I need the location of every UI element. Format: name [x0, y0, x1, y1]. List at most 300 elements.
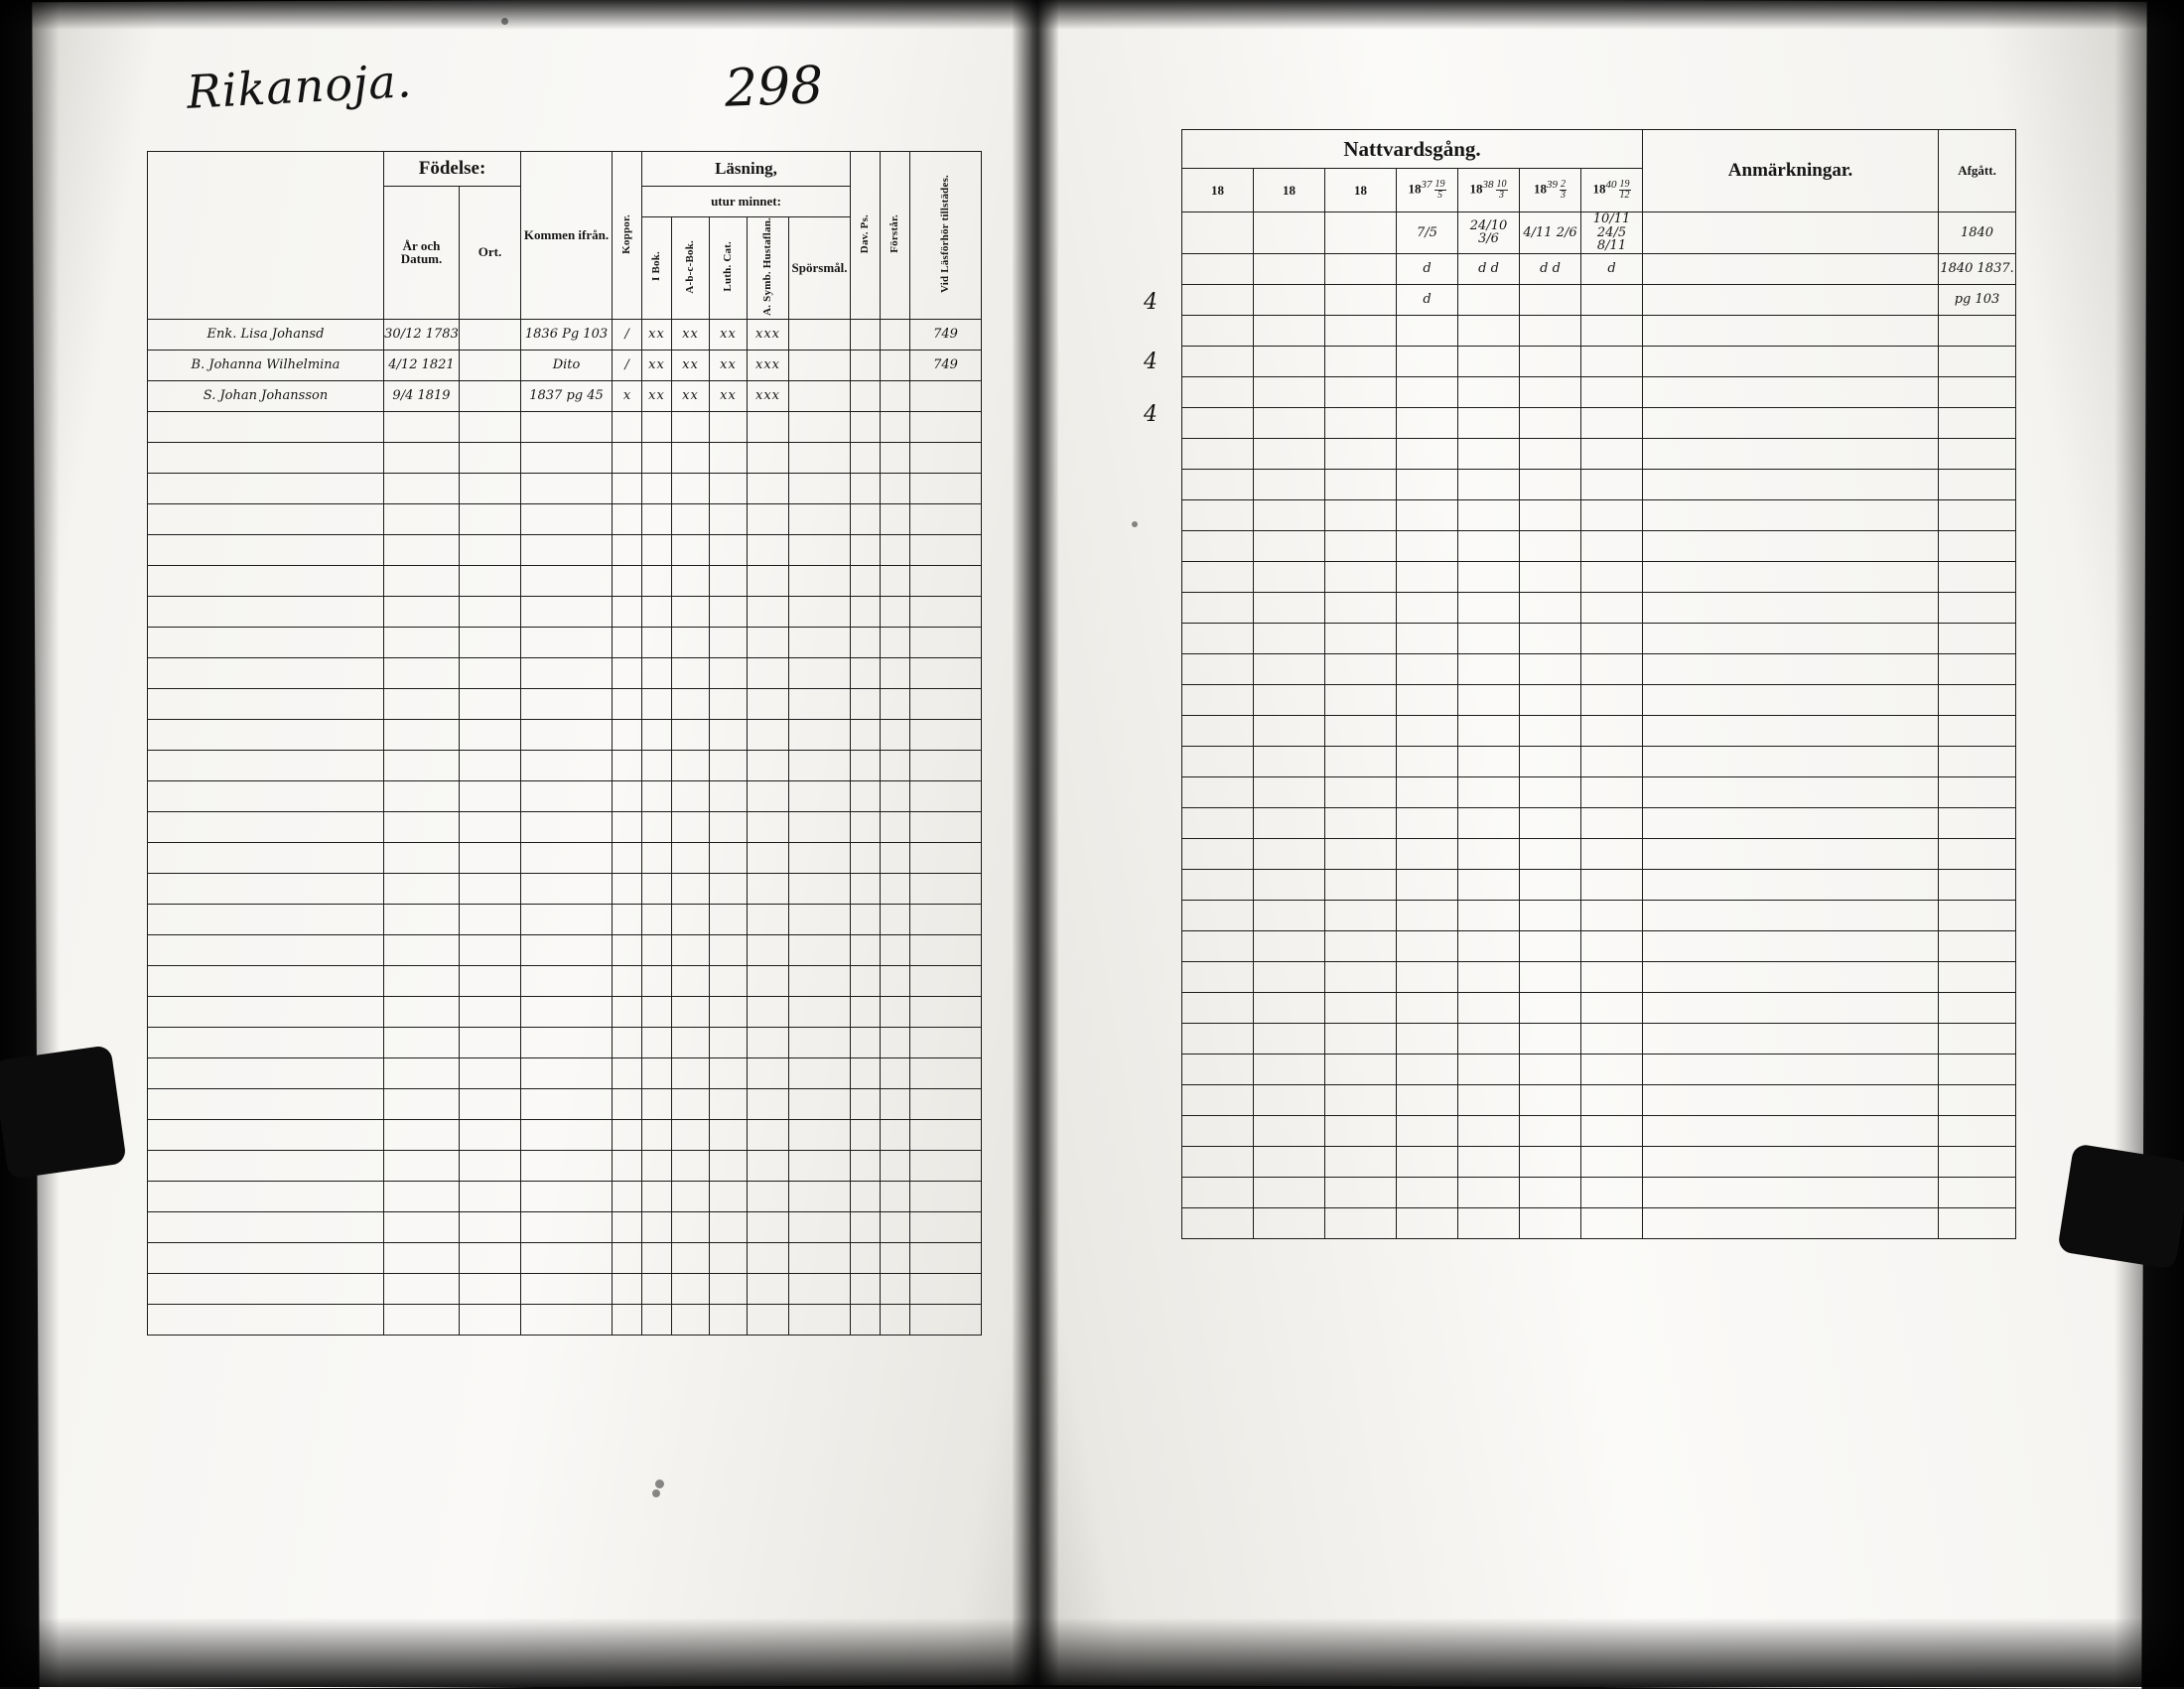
cell-empty [672, 934, 710, 965]
cell-empty [1254, 746, 1325, 776]
cell-empty [384, 1211, 460, 1242]
cell-empty [1939, 1146, 2016, 1177]
cell-empty [672, 1150, 710, 1181]
cell-empty [710, 1150, 748, 1181]
cell-empty [1254, 838, 1325, 869]
cell-empty [1182, 438, 1254, 469]
cell-empty [1254, 561, 1325, 592]
cell-empty [1939, 807, 2016, 838]
cell-empty [642, 534, 672, 565]
cell-empty [460, 1273, 521, 1304]
cell-empty [1397, 715, 1458, 746]
cell-empty [1581, 900, 1643, 930]
cell-empty [1254, 315, 1325, 346]
cell-koppor: x [613, 380, 642, 411]
cell-empty [910, 1273, 982, 1304]
cell-empty [881, 442, 910, 473]
cell-empty [460, 442, 521, 473]
cell-nattvardsgang-5: 24/10 3/6 [1458, 212, 1520, 254]
table-row-empty [148, 1027, 982, 1057]
cell-empty [851, 1304, 881, 1335]
table-row-empty [1182, 776, 2016, 807]
cell-empty [851, 596, 881, 627]
cell-empty [1939, 869, 2016, 900]
right-row-marker-3: 4 [1144, 402, 1158, 427]
cell-empty [672, 873, 710, 904]
cell-empty [613, 996, 642, 1027]
cell-empty [613, 442, 642, 473]
cell-empty [1581, 561, 1643, 592]
col-header-fodelse: Födelse: [384, 152, 521, 187]
cell-empty [460, 1057, 521, 1088]
cell-empty [613, 1181, 642, 1211]
cell-sporsmal: xxx [748, 319, 789, 350]
table-row-empty [148, 1150, 982, 1181]
cell-empty [910, 565, 982, 596]
table-row-empty [148, 1119, 982, 1150]
cell-empty [1254, 715, 1325, 746]
cell-empty [910, 811, 982, 842]
cell-empty [384, 596, 460, 627]
cell-empty [1520, 346, 1581, 376]
cell-empty [1325, 407, 1397, 438]
cell-nattvardsgang-1 [1182, 284, 1254, 315]
cell-empty [710, 1057, 748, 1088]
cell-empty [384, 1181, 460, 1211]
cell-empty [672, 842, 710, 873]
cell-empty [1397, 376, 1458, 407]
cell-empty [910, 1242, 982, 1273]
cell-empty [384, 473, 460, 503]
table-row-empty [1182, 1054, 2016, 1084]
cell-empty [384, 1027, 460, 1057]
table-row-empty [1182, 561, 2016, 592]
cell-forstar [881, 350, 910, 380]
cell-empty [460, 1211, 521, 1242]
cell-empty [672, 442, 710, 473]
table-row-empty [148, 719, 982, 750]
left-register-table [147, 151, 982, 1336]
cell-empty [710, 411, 748, 442]
cell-forstar [881, 380, 910, 411]
cell-empty [910, 534, 982, 565]
cell-empty [642, 842, 672, 873]
cell-empty [1182, 930, 1254, 961]
cell-empty [1520, 1115, 1581, 1146]
cell-afgatt: pg 103 [1939, 284, 2016, 315]
cell-empty [910, 688, 982, 719]
table-row [1182, 212, 2016, 254]
cell-empty [1325, 1146, 1397, 1177]
col-header-luth-cat: Luth. Cat. [710, 217, 748, 320]
cell-empty [789, 873, 851, 904]
cell-empty [1939, 561, 2016, 592]
cell-empty [1643, 961, 1939, 992]
cell-empty [1397, 1023, 1458, 1054]
cell-empty [1182, 561, 1254, 592]
cell-empty [1581, 1177, 1643, 1207]
cell-empty [613, 965, 642, 996]
cell-nattvardsgang-5: d d [1458, 253, 1520, 284]
table-row-empty [148, 411, 982, 442]
cell-empty [521, 688, 613, 719]
cell-empty [672, 1242, 710, 1273]
cell-empty [1182, 1115, 1254, 1146]
cell-empty [148, 688, 384, 719]
cell-empty [1182, 592, 1254, 623]
cell-kommen-ifran: 1837 pg 45 [521, 380, 613, 411]
table-row-empty [1182, 530, 2016, 561]
cell-empty [1458, 623, 1520, 653]
cell-empty [1581, 776, 1643, 807]
cell-empty [1581, 1084, 1643, 1115]
table-row-empty [1182, 653, 2016, 684]
cell-empty [748, 1088, 789, 1119]
col-header-abc-bok: A-b-c-Bok. [672, 217, 710, 320]
cell-nattvardsgang-2 [1254, 253, 1325, 284]
cell-empty [851, 657, 881, 688]
cell-empty [1254, 807, 1325, 838]
cell-empty [1254, 623, 1325, 653]
cell-empty [672, 627, 710, 657]
folio-number: 298 [723, 56, 825, 119]
col-header-year-6: $18^{39}$ $\frac{2}{3}$ [1520, 169, 1581, 212]
cell-empty [748, 1242, 789, 1273]
cell-empty [1397, 869, 1458, 900]
cell-empty [710, 534, 748, 565]
cell-empty [910, 996, 982, 1027]
cell-empty [1643, 1207, 1939, 1238]
col-header-vid-lasforhor: Vid Läsförhör tillstädes. [910, 152, 982, 320]
cell-empty [521, 719, 613, 750]
cell-empty [1182, 469, 1254, 499]
cell-empty [1643, 992, 1939, 1023]
cell-luth-cat: xx [710, 380, 748, 411]
cell-empty [710, 719, 748, 750]
cell-empty [1939, 1177, 2016, 1207]
cell-empty [881, 750, 910, 780]
cell-empty [642, 1027, 672, 1057]
cell-empty [881, 842, 910, 873]
cell-empty [672, 904, 710, 934]
cell-empty [748, 1211, 789, 1242]
cell-empty [748, 811, 789, 842]
cell-empty [789, 657, 851, 688]
cell-empty [642, 688, 672, 719]
cell-empty [613, 657, 642, 688]
cell-empty [642, 657, 672, 688]
cell-empty [1458, 776, 1520, 807]
cell-empty [748, 596, 789, 627]
cell-empty [748, 719, 789, 750]
cell-empty [148, 534, 384, 565]
cell-empty [1458, 684, 1520, 715]
table-row-empty [1182, 1207, 2016, 1238]
cell-empty [1581, 807, 1643, 838]
cell-empty [881, 565, 910, 596]
cell-empty [1254, 499, 1325, 530]
cell-empty [881, 1242, 910, 1273]
cell-empty [1254, 407, 1325, 438]
col-header-lasning: Läsning, [642, 152, 851, 187]
table-row-empty [148, 1304, 982, 1335]
cell-empty [1581, 376, 1643, 407]
cell-empty [1643, 746, 1939, 776]
table-row-empty [1182, 1084, 2016, 1115]
cell-nattvardsgang-7: d [1581, 253, 1643, 284]
table-row-empty [148, 688, 982, 719]
cell-empty [1182, 1084, 1254, 1115]
cell-empty [1581, 1054, 1643, 1084]
scanner-clip-left [0, 1045, 127, 1180]
cell-empty [910, 780, 982, 811]
cell-empty [521, 811, 613, 842]
cell-empty [460, 1242, 521, 1273]
col-header-year-3: 18 [1325, 169, 1397, 212]
cell-empty [748, 442, 789, 473]
cell-empty [789, 904, 851, 934]
cell-nattvardsgang-4: 7/5 [1397, 212, 1458, 254]
cell-empty [1520, 807, 1581, 838]
cell-empty [642, 1242, 672, 1273]
cell-empty [460, 688, 521, 719]
cell-empty [1520, 438, 1581, 469]
cell-empty [789, 503, 851, 534]
cell-empty [748, 411, 789, 442]
cell-empty [521, 442, 613, 473]
cell-empty [748, 780, 789, 811]
cell-empty [521, 1304, 613, 1335]
cell-empty [881, 1304, 910, 1335]
cell-empty [642, 596, 672, 627]
cell-empty [1458, 930, 1520, 961]
cell-empty [460, 627, 521, 657]
cell-empty [1520, 930, 1581, 961]
cell-empty [910, 657, 982, 688]
cell-empty [1397, 1054, 1458, 1084]
cell-empty [881, 904, 910, 934]
cell-empty [710, 780, 748, 811]
cell-empty [384, 657, 460, 688]
table-row-empty [1182, 992, 2016, 1023]
cell-empty [789, 965, 851, 996]
cell-name: Enk. Lisa Johansd [148, 319, 384, 350]
cell-empty [672, 565, 710, 596]
cell-empty [1520, 715, 1581, 746]
cell-empty [881, 780, 910, 811]
table-row [148, 319, 982, 350]
cell-empty [1254, 684, 1325, 715]
cell-empty [642, 411, 672, 442]
cell-empty [613, 1150, 642, 1181]
cell-empty [148, 473, 384, 503]
table-row-empty [148, 565, 982, 596]
cell-empty [1581, 746, 1643, 776]
cell-empty [1643, 715, 1939, 746]
cell-empty [1254, 1115, 1325, 1146]
cell-empty [521, 411, 613, 442]
cell-empty [521, 473, 613, 503]
cell-empty [1182, 653, 1254, 684]
cell-empty [1643, 376, 1939, 407]
cell-empty [789, 1027, 851, 1057]
cell-empty [384, 1119, 460, 1150]
cell-empty [1458, 838, 1520, 869]
cell-nattvardsgang-6: 4/11 2/6 [1520, 212, 1581, 254]
cell-empty [1643, 807, 1939, 838]
cell-empty [1643, 1084, 1939, 1115]
cell-anmarkningar [1643, 253, 1939, 284]
cell-empty [1325, 807, 1397, 838]
cell-empty [1581, 992, 1643, 1023]
cell-empty [384, 565, 460, 596]
cell-empty [521, 1057, 613, 1088]
cell-empty [1581, 961, 1643, 992]
cell-empty [384, 1057, 460, 1088]
cell-empty [748, 657, 789, 688]
cell-empty [1520, 992, 1581, 1023]
table-row-empty [1182, 1146, 2016, 1177]
cell-empty [148, 780, 384, 811]
cell-empty [521, 934, 613, 965]
col-header-name [148, 152, 384, 320]
cell-empty [148, 1027, 384, 1057]
cell-empty [148, 1119, 384, 1150]
table-row-empty [148, 750, 982, 780]
cell-empty [710, 1273, 748, 1304]
cell-empty [521, 842, 613, 873]
cell-empty [1939, 900, 2016, 930]
cell-empty [1458, 561, 1520, 592]
cell-empty [642, 934, 672, 965]
cell-empty [710, 688, 748, 719]
cell-empty [148, 565, 384, 596]
cell-empty [1182, 807, 1254, 838]
cell-empty [881, 657, 910, 688]
cell-empty [148, 811, 384, 842]
cell-empty [881, 873, 910, 904]
cell-empty [148, 1057, 384, 1088]
cell-empty [613, 1304, 642, 1335]
cell-empty [710, 1088, 748, 1119]
cell-empty [384, 442, 460, 473]
cell-empty [1397, 1177, 1458, 1207]
cell-empty [1643, 653, 1939, 684]
cell-empty [851, 1211, 881, 1242]
cell-empty [748, 473, 789, 503]
cell-empty [148, 1211, 384, 1242]
cell-empty [1643, 315, 1939, 346]
cell-empty [851, 719, 881, 750]
table-row-empty [1182, 438, 2016, 469]
cell-empty [642, 1057, 672, 1088]
cell-empty [910, 627, 982, 657]
cell-empty [1397, 438, 1458, 469]
cell-empty [1458, 1146, 1520, 1177]
cell-empty [789, 1088, 851, 1119]
cell-empty [710, 442, 748, 473]
cell-empty [1643, 900, 1939, 930]
cell-empty [1397, 807, 1458, 838]
cell-empty [1254, 930, 1325, 961]
cell-empty [460, 473, 521, 503]
table-row-empty [148, 442, 982, 473]
cell-empty [710, 1027, 748, 1057]
cell-empty [748, 1181, 789, 1211]
cell-empty [789, 1057, 851, 1088]
cell-empty [881, 1150, 910, 1181]
cell-empty [1520, 376, 1581, 407]
cell-empty [642, 719, 672, 750]
cell-empty [710, 1181, 748, 1211]
cell-empty [1458, 315, 1520, 346]
cell-empty [384, 1273, 460, 1304]
cell-nattvardsgang-1 [1182, 212, 1254, 254]
cell-nattvardsgang-3 [1325, 253, 1397, 284]
cell-empty [1581, 1023, 1643, 1054]
cell-empty [910, 503, 982, 534]
cell-empty [148, 596, 384, 627]
cell-empty [672, 1057, 710, 1088]
cell-empty [1939, 746, 2016, 776]
cell-empty [521, 657, 613, 688]
cell-empty [1325, 1207, 1397, 1238]
cell-empty [1325, 561, 1397, 592]
cell-empty [1643, 407, 1939, 438]
cell-empty [672, 1119, 710, 1150]
cell-empty [1254, 1054, 1325, 1084]
cell-nattvardsgang-5 [1458, 284, 1520, 315]
cell-empty [384, 1150, 460, 1181]
cell-birth-date: 30/12 1783 [384, 319, 460, 350]
cell-empty [748, 842, 789, 873]
cell-empty [384, 842, 460, 873]
cell-luth-cat: xx [710, 350, 748, 380]
cell-nattvardsgang-4: d [1397, 253, 1458, 284]
cell-empty [1325, 438, 1397, 469]
cell-empty [521, 750, 613, 780]
cell-empty [1458, 1207, 1520, 1238]
cell-empty [148, 842, 384, 873]
cell-empty [789, 442, 851, 473]
cell-i-bok: xx [642, 319, 672, 350]
cell-empty [1520, 1177, 1581, 1207]
cell-empty [748, 904, 789, 934]
cell-empty [384, 719, 460, 750]
cell-empty [384, 1088, 460, 1119]
cell-empty [460, 534, 521, 565]
table-row-empty [148, 1181, 982, 1211]
cell-empty [613, 565, 642, 596]
cell-luth-cat: xx [710, 319, 748, 350]
cell-empty [672, 1211, 710, 1242]
cell-empty [1458, 1115, 1520, 1146]
cell-empty [1325, 592, 1397, 623]
cell-empty [1325, 961, 1397, 992]
cell-empty [748, 1027, 789, 1057]
cell-empty [1939, 1115, 2016, 1146]
cell-empty [710, 1119, 748, 1150]
cell-empty [1520, 684, 1581, 715]
cell-empty [851, 1150, 881, 1181]
cell-empty [1325, 623, 1397, 653]
cell-empty [1643, 1177, 1939, 1207]
cell-empty [1182, 623, 1254, 653]
cell-empty [672, 996, 710, 1027]
cell-kommen-ifran: Dito [521, 350, 613, 380]
cell-empty [1458, 715, 1520, 746]
cell-empty [1520, 838, 1581, 869]
